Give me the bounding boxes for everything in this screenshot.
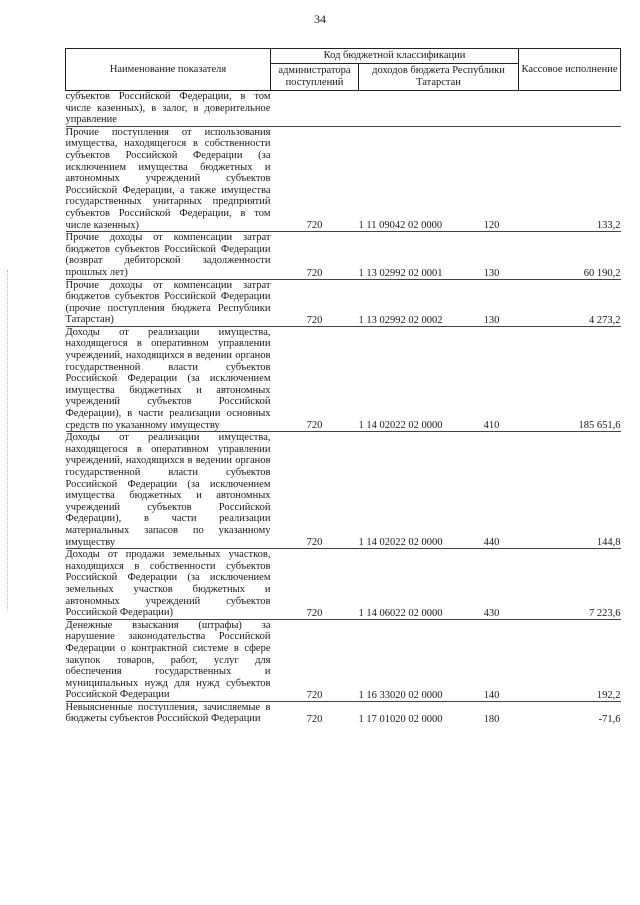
table-row bbox=[66, 126, 621, 231]
table-row bbox=[66, 549, 621, 620]
table-row-continuation bbox=[66, 91, 621, 127]
header-budget-code: Код бюджетной классификации bbox=[271, 49, 519, 64]
row-income-code: 1 13 02992 02 0001 bbox=[359, 232, 465, 279]
row-name: Доходы от реализации имущества, находящегося в оперативном управлении учреждений, находящихся в ведении органов государственной власти субъектов Российской Федерации (за исключением имущества бюджетных и автономных учреждений субъектов Российской Федерации), в части реализации материальных запасов по указанному имуществу bbox=[65, 432, 271, 548]
budget-table bbox=[65, 48, 621, 725]
row-subcode: 140 bbox=[465, 619, 519, 701]
continuation-text: субъектов Российской Федерации, в том числе казенных), в залог, в доверительное управление bbox=[65, 91, 271, 126]
table-row bbox=[66, 326, 621, 431]
row-income-code: 1 13 02992 02 0002 bbox=[359, 279, 465, 326]
row-amount: 4 273,2 bbox=[519, 279, 621, 326]
row-amount: 133,2 bbox=[519, 126, 621, 231]
row-income-code: 1 14 02022 02 0000 bbox=[359, 326, 465, 431]
row-income-code: 1 16 33020 02 0000 bbox=[359, 619, 465, 701]
row-amount: 185 651,6 bbox=[519, 326, 621, 431]
row-subcode: 440 bbox=[465, 432, 519, 549]
header-name: Наименование показателя bbox=[66, 49, 271, 91]
table-row bbox=[66, 701, 621, 725]
row-name: Доходы от реализации имущества, находящегося в оперативном управлении учреждений, находящихся в ведении органов государственной власти субъектов Российской Федерации (за исключением имущества бюджетных и автономных учреждений субъектов Российской Федерации), в части реализации основных средств по указанному имуществу bbox=[65, 326, 271, 431]
table-header bbox=[66, 49, 621, 91]
row-income-code: 1 14 06022 02 0000 bbox=[359, 549, 465, 620]
row-subcode: 120 bbox=[465, 126, 519, 231]
row-income-code: 1 11 09042 02 0000 bbox=[359, 126, 465, 231]
row-admin-code: 720 bbox=[271, 232, 359, 279]
row-admin-code: 720 bbox=[271, 701, 359, 725]
page-number: 34 bbox=[314, 12, 326, 26]
row-subcode: 130 bbox=[465, 279, 519, 326]
row-subcode: 130 bbox=[465, 232, 519, 279]
header-admin: администратора поступлений bbox=[271, 64, 359, 91]
row-income-code: 1 17 01020 02 0000 bbox=[359, 701, 465, 725]
row-admin-code: 720 bbox=[271, 279, 359, 326]
table-row bbox=[66, 432, 621, 549]
row-admin-code: 720 bbox=[271, 432, 359, 549]
row-subcode: 430 bbox=[465, 549, 519, 620]
row-amount: 7 223,6 bbox=[519, 549, 621, 620]
row-amount: -71,6 bbox=[519, 701, 621, 725]
row-admin-code: 720 bbox=[271, 126, 359, 231]
row-amount: 144,8 bbox=[519, 432, 621, 549]
row-admin-code: 720 bbox=[271, 326, 359, 431]
table-row bbox=[66, 232, 621, 279]
scan-margin-mark bbox=[7, 270, 9, 610]
row-admin-code: 720 bbox=[271, 619, 359, 701]
row-amount: 192,2 bbox=[519, 619, 621, 701]
row-name: Невыясненные поступления, зачисляемые в бюджеты субъектов Российской Федерации bbox=[65, 701, 271, 725]
row-name: Прочие доходы от компенсации затрат бюджетов субъектов Российской Федерации (прочие поступления бюджета Республики Татарстан) bbox=[65, 279, 271, 326]
row-name: Прочие доходы от компенсации затрат бюджетов субъектов Российской Федерации (возврат дебиторской задолженности прошлых лет) bbox=[65, 232, 271, 278]
row-name: Денежные взыскания (штрафы) за нарушение законодательства Российской Федерации о контрактной системе в сфере закупок товаров, работ, услуг для обеспечения государственных и муниципальных нужд для нужд субъектов Российской Федерации bbox=[65, 619, 271, 701]
row-name: Доходы от продажи земельных участков, находящихся в собственности субъектов Российской Федерации (за исключением земельных участков бюджетных и автономных учреждений субъектов Российской Федерации) bbox=[65, 549, 271, 619]
row-subcode: 180 bbox=[465, 701, 519, 725]
header-income: доходов бюджета Республики Татарстан bbox=[359, 64, 519, 91]
table-row bbox=[66, 619, 621, 701]
row-subcode: 410 bbox=[465, 326, 519, 431]
row-name: Прочие поступления от использования имущества, находящегося в собственности субъектов Российской Федерации (за исключением имущества бюджетных и автономных учреждений субъектов Российской Федерации, а также имущества государственных унитарных предприятий субъектов Российской Федерации, в том числе казенных) bbox=[65, 126, 271, 231]
row-amount: 60 190,2 bbox=[519, 232, 621, 279]
table-row bbox=[66, 279, 621, 326]
row-income-code: 1 14 02022 02 0000 bbox=[359, 432, 465, 549]
table-body bbox=[66, 91, 621, 726]
row-admin-code: 720 bbox=[271, 549, 359, 620]
header-amount: Кассовое исполнение bbox=[519, 49, 621, 91]
